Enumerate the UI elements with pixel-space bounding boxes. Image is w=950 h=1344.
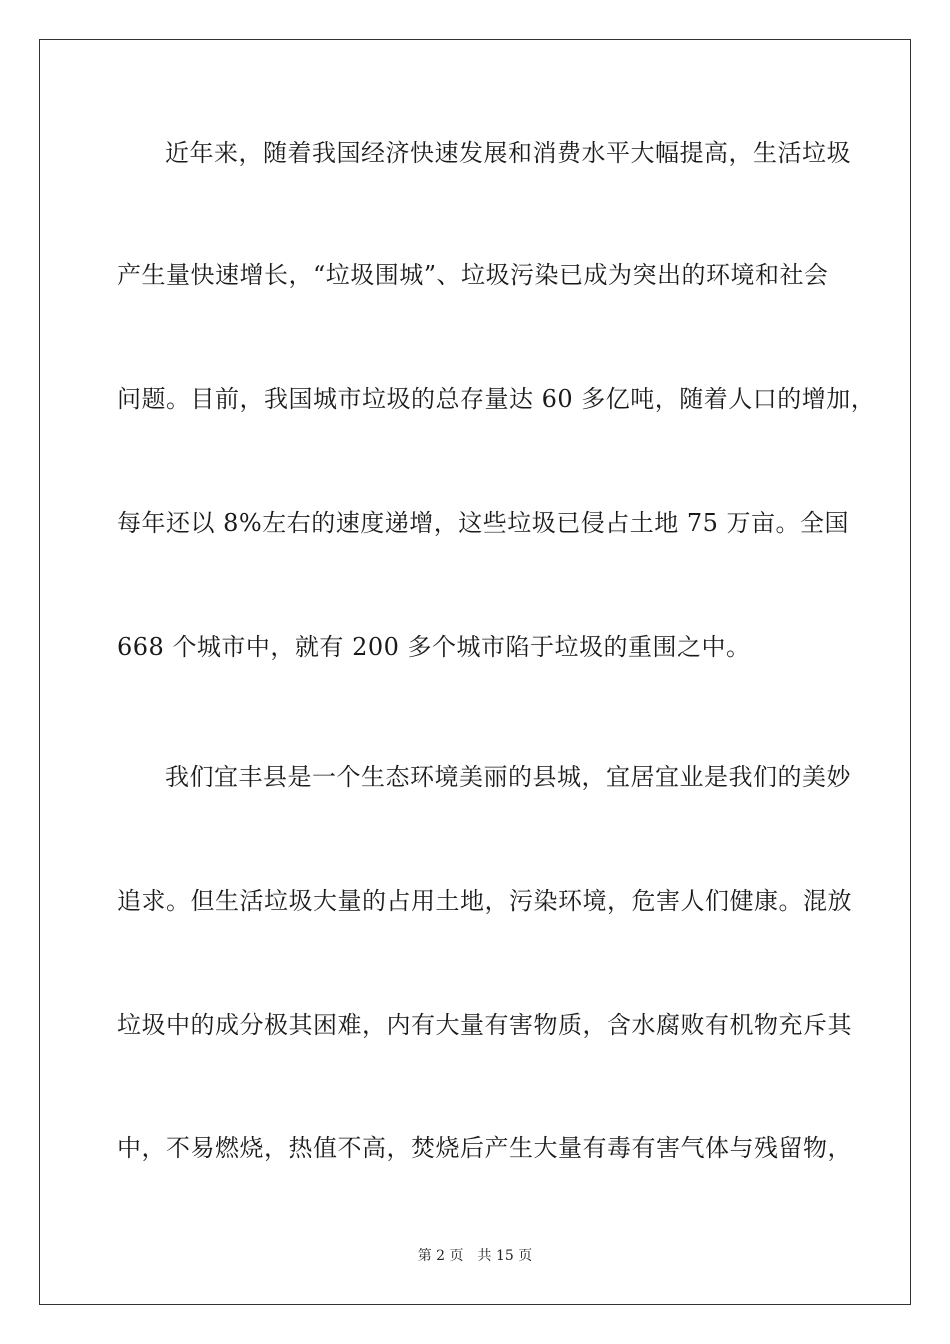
page-footer — [0, 1247, 950, 1265]
page-number: 第 2 页 — [417, 1248, 464, 1264]
paragraph-2-line-3: 垃圾中的成分极其困难，内有大量有害物质，含水腐败有机物充斥其 — [117, 1011, 852, 1039]
paragraph-2-line-2: 追求。但生活垃圾大量的占用土地，污染环境，危害人们健康。混放 — [117, 887, 852, 915]
paragraph-1-line-1: 近年来，随着我国经济快速发展和消费水平大幅提高，生活垃圾 — [165, 139, 851, 167]
paragraph-1-line-4: 每年还以 8%左右的速度递增，这些垃圾已侵占土地 75 万亩。全国 — [117, 509, 849, 537]
paragraph-2-line-4: 中，不易燃烧，热值不高，焚烧后产生大量有毒有害气体与残留物， — [117, 1134, 852, 1162]
paragraph-1-line-5: 668 个城市中，就有 200 多个城市陷于垃圾的重围之中。 — [117, 633, 751, 661]
page-total: 共 15 页 — [477, 1248, 533, 1264]
paragraph-1-line-3: 问题。目前，我国城市垃圾的总存量达 60 多亿吨，随着人口的增加， — [117, 385, 876, 413]
page-border — [39, 39, 911, 1305]
paragraph-1-line-2: 产生量快速增长，“垃圾围城”、垃圾污染已成为突出的环境和社会 — [117, 261, 829, 289]
paragraph-2-line-1: 我们宜丰县是一个生态环境美丽的县城，宜居宜业是我们的美妙 — [165, 763, 851, 791]
